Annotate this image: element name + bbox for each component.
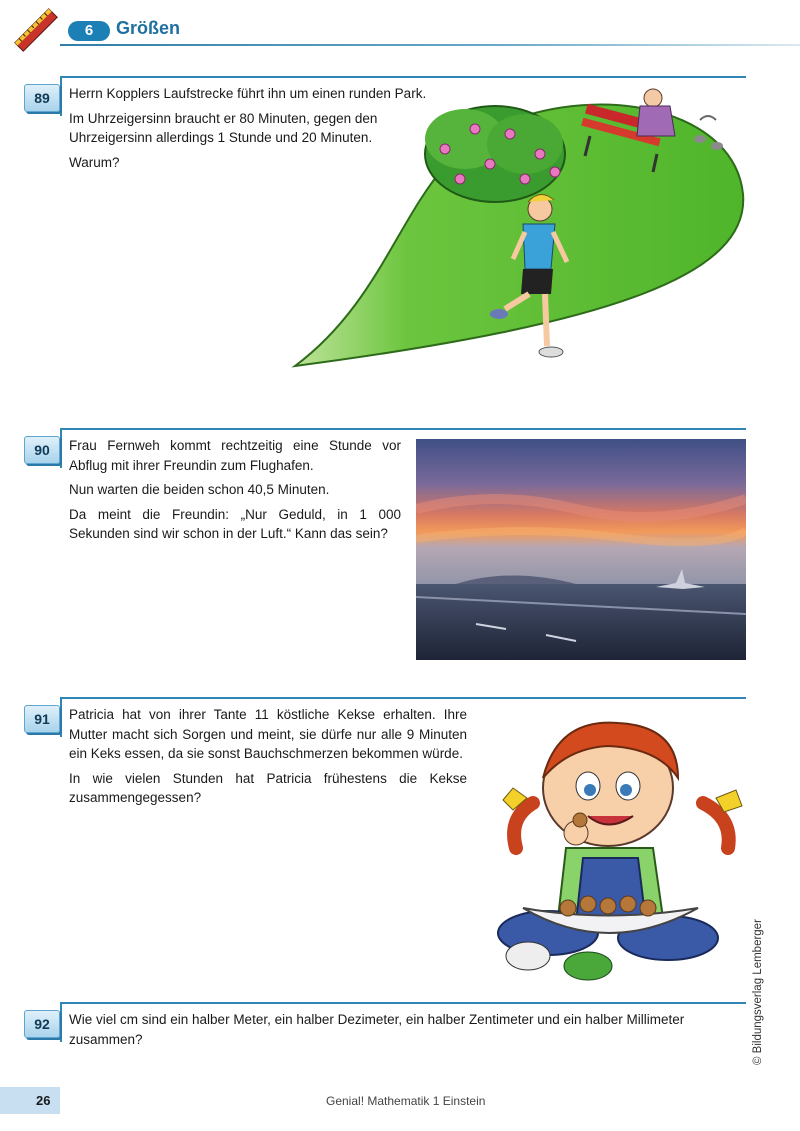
copyright-notice: © Bildungsverlag Lemberger (752, 919, 764, 1065)
footer-book-title: Genial! Mathematik 1 Einstein (326, 1094, 486, 1108)
chapter-title: Größen (116, 18, 181, 38)
task-92-top-rule (60, 1002, 746, 1004)
task-91-side-rule (60, 697, 62, 737)
task-92-side-rule (60, 1002, 62, 1042)
task-90-paragraph: Da meint die Freundin: „Nur Geduld, in 1 000 Sekunden sind wir schon in der Luft.“ Kann das sein? (69, 506, 401, 541)
ruler-logo-icon (14, 8, 58, 52)
task-number-92: 92 (24, 1010, 60, 1038)
task-90-top-rule (60, 428, 746, 430)
park-runner-illustration (285, 84, 750, 374)
task-91-paragraph: Patricia hat von ihrer Tante 11 köstliche Kekse erhalten. Ihre Mutter macht sich Sorgen und meint, sie dürfe nur alle 9 Minuten ein Keks essen, da sie sonst Bauchschmerzen bekommen würde. (69, 707, 467, 761)
airport-sunset-photo (416, 439, 746, 660)
page-number-box (0, 1087, 60, 1114)
task-90-paragraph: Frau Fernweh kommt rechtzeitig eine Stunde vor Abflug mit ihrer Freundin zum Flughafen. (69, 438, 401, 473)
task-91-top-rule (60, 697, 746, 699)
girl-eating-cookies-illustration (488, 708, 750, 983)
task-90-side-rule (60, 428, 62, 468)
task-89-paragraph: Warum? (69, 154, 120, 170)
task-92-text (69, 1010, 749, 1054)
task-89-paragraph: Im Uhrzeigersinn braucht er 80 Minuten, gegen den Uhrzeigersinn allerdings 1 Stunde und 20 Minuten. (69, 110, 378, 145)
task-number-91: 91 (24, 705, 60, 733)
task-number-90: 90 (24, 436, 60, 464)
task-89-top-rule (60, 76, 746, 78)
task-number-89: 89 (24, 84, 60, 112)
task-91-paragraph: In wie vielen Stunden hat Patricia frühestens die Kekse zusammengegessen? (69, 770, 467, 805)
chapter-number-badge: 6 (68, 21, 110, 41)
task-92-paragraph: Wie viel cm sind ein halber Meter, ein halber Dezimeter, ein halber Zentimeter und ein halber Millimeter zusammen? (69, 1012, 685, 1047)
page-number: 26 (36, 1093, 51, 1108)
header-divider (60, 44, 800, 46)
task-89-paragraph: Herrn Kopplers Laufstrecke führt ihn um einen runden Park. (69, 86, 427, 101)
task-90-text (69, 436, 401, 549)
task-91-text (69, 705, 467, 813)
task-90-paragraph: Nun warten die beiden schon 40,5 Minuten. (69, 482, 330, 497)
task-89-side-rule (60, 76, 62, 116)
